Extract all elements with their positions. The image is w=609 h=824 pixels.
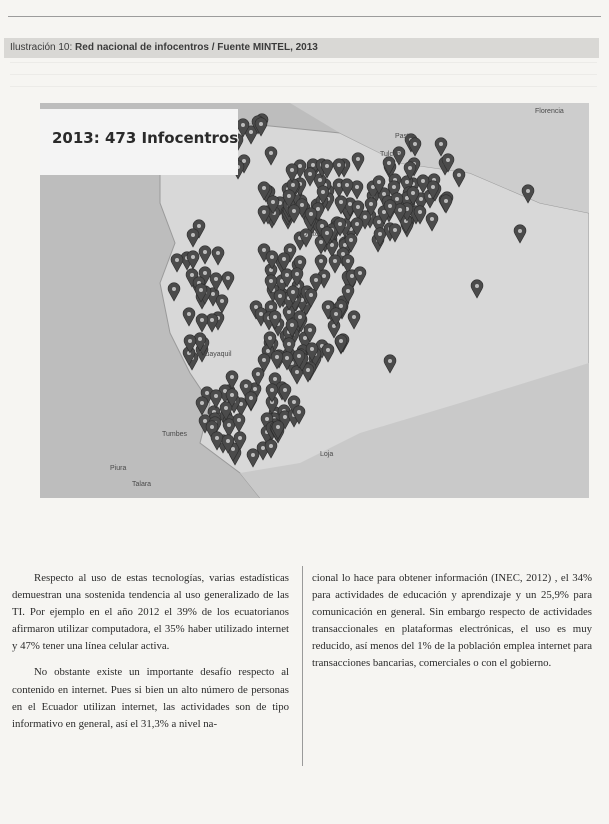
map-pin-dot — [253, 387, 257, 391]
map-pin-dot — [215, 436, 219, 440]
map-pin-dot — [388, 204, 392, 208]
map-pin-dot — [210, 425, 214, 429]
map-pin-dot — [377, 220, 381, 224]
map-pin-dot — [262, 210, 266, 214]
map-pin-dot — [363, 215, 367, 219]
map-pin-dot — [220, 299, 224, 303]
paragraph-2: No obstante existe un importante desafío respecto al contenido en internet. Pues si bien un alto número de personas en el Ecuador utilizan internet, las actividades son de tipo informativo en general, así el 31,3% a nivel na- — [12, 666, 289, 730]
map-pin-dot — [306, 368, 310, 372]
map-label-loja: Loja — [320, 451, 334, 458]
map-pin-dot — [457, 173, 461, 177]
map-pin-dot — [325, 164, 329, 168]
map-pin-dot — [199, 288, 203, 292]
map-pin-dot — [273, 377, 277, 381]
map-pin-dot — [261, 446, 265, 450]
map-pin-dot — [270, 388, 274, 392]
map-pin-dot — [300, 203, 304, 207]
map-pin-dot — [439, 142, 443, 146]
map-pin-dot — [226, 276, 230, 280]
map-pin-dot — [337, 183, 341, 187]
map-pin-dot — [203, 250, 207, 254]
map-label-pasto: Pasto — [395, 133, 413, 140]
map-pin-dot — [405, 180, 409, 184]
map-pin-dot — [431, 185, 435, 189]
map-pin-dot — [197, 224, 201, 228]
map-pin-dot — [526, 189, 530, 193]
map-pin-dot — [382, 210, 386, 214]
map-pin-dot — [273, 315, 277, 319]
map-label-tumbes: Tumbes — [162, 431, 188, 438]
map-pin-dot — [262, 358, 266, 362]
map-pin-dot — [411, 191, 415, 195]
map-pin-dot — [214, 394, 218, 398]
map-pin-dot — [430, 217, 434, 221]
map-pin-dot — [262, 248, 266, 252]
map-pin-dot — [266, 349, 270, 353]
map-pin-dot — [205, 391, 209, 395]
map-pin-dot — [352, 315, 356, 319]
map-pin-dot — [387, 161, 391, 165]
map-pin-dot — [333, 259, 337, 263]
map-pin-dot — [346, 289, 350, 293]
map-pin-dot — [230, 393, 234, 397]
map-pin-dot — [211, 292, 215, 296]
map-pin-dot — [320, 224, 324, 228]
map-pin-dot — [269, 305, 273, 309]
map-pin-dot — [321, 190, 325, 194]
map-pin-dot — [269, 444, 273, 448]
map-pin-dot — [334, 312, 338, 316]
map-pin-dot — [291, 290, 295, 294]
map-pin-dot — [309, 212, 313, 216]
map-pin-dot — [325, 231, 329, 235]
map-pin-dot — [345, 183, 349, 187]
map-pin-dot — [237, 418, 241, 422]
map-pin-dot — [339, 339, 343, 343]
map-pin-dot — [244, 384, 248, 388]
map-pin-dot — [298, 260, 302, 264]
map-pin-dot — [392, 185, 396, 189]
map-pin-dot — [346, 259, 350, 263]
map-pin-dot — [268, 336, 272, 340]
text-column-right — [312, 570, 592, 673]
map-pin-dot — [398, 208, 402, 212]
map-pin-dot — [475, 284, 479, 288]
map-pin-dot — [341, 252, 345, 256]
map-pin-dot — [230, 375, 234, 379]
map-pin-dot — [322, 274, 326, 278]
bleed-through-lines — [10, 62, 597, 102]
map-label-piura: Piura — [110, 465, 127, 472]
map-pin-dot — [287, 194, 291, 198]
map-pin-dot — [285, 273, 289, 277]
column-divider — [302, 566, 303, 766]
map-pin-dot — [348, 202, 352, 206]
map-label-tulcan: Tulcán — [380, 151, 401, 158]
map-label-guayaquil: Guayaquil — [200, 351, 232, 358]
map-pin-dot — [227, 423, 231, 427]
map-pin-dot — [276, 425, 280, 429]
map-pin-dot — [292, 400, 296, 404]
map-pin-dot — [408, 166, 412, 170]
map-pin-dot — [446, 158, 450, 162]
map-pin-dot — [256, 372, 260, 376]
map-pin-dot — [226, 439, 230, 443]
map-pin-dot — [191, 255, 195, 259]
map-pin-dot — [283, 388, 287, 392]
map-pin-dot — [231, 447, 235, 451]
map-pin-dot — [355, 222, 359, 226]
map-pin-dot — [326, 305, 330, 309]
map-pin-dot — [262, 186, 266, 190]
map-label-quito: Quito — [302, 231, 319, 238]
map-pin-dot — [288, 248, 292, 252]
map-pin-dot — [285, 356, 289, 360]
map-pin-dot — [378, 232, 382, 236]
map-pin-dot — [290, 168, 294, 172]
map-pin-dot — [318, 178, 322, 182]
map-pin-dot — [292, 209, 296, 213]
map-pin-dot — [350, 274, 354, 278]
map-pin-dot — [339, 304, 343, 308]
map-pin-dot — [413, 142, 417, 146]
map-pin-dot — [356, 157, 360, 161]
map-pin-dot — [308, 328, 312, 332]
map-pin-dot — [314, 278, 318, 282]
map-pin-dot — [265, 417, 269, 421]
map-pin-dot — [418, 210, 422, 214]
map-pin-dot — [337, 163, 341, 167]
map-pin-dot — [269, 279, 273, 283]
map-pin-dot — [339, 200, 343, 204]
map-pin-dot — [303, 336, 307, 340]
map-label-talara: Talara — [132, 481, 152, 488]
map-pin-dot — [319, 259, 323, 263]
map-pin-dot — [298, 164, 302, 168]
map-pin-dot — [419, 197, 423, 201]
map-pin-dot — [241, 123, 245, 127]
text-column-left — [12, 570, 289, 733]
figure-caption — [4, 38, 599, 58]
map-pin-dot — [297, 410, 301, 414]
map-pin-dot — [297, 354, 301, 358]
map-pin-dot — [259, 312, 263, 316]
map-pin-dot — [308, 172, 312, 176]
map-pin-dot — [290, 323, 294, 327]
paragraph-1: Respecto al uso de estas tecnologías, varias estadísticas demuestran una sostenida tendencia al uso generalizado de las TI. Por ejemplo en el año 2012 el 39% de los ecuatorianos afirmaron utilizar computadora, el 35% haber utilizado internet y 47% tener una línea celular activa. — [12, 572, 289, 653]
map-pin-dot — [282, 257, 286, 261]
map-pin-dot — [224, 406, 228, 410]
map-pin-dot — [326, 348, 330, 352]
header-rule — [8, 16, 601, 17]
map-pin-dot — [518, 229, 522, 233]
map-pin-dot — [382, 192, 386, 196]
map-label-florencia: Florencia — [535, 108, 564, 115]
map-pin-dot — [355, 185, 359, 189]
map-pin-dot — [210, 318, 214, 322]
map-title: 2013: 473 Infocentros — [40, 109, 238, 175]
map-pin-dot — [216, 251, 220, 255]
map-pin-dot — [311, 163, 315, 167]
map-pin-dot — [421, 179, 425, 183]
map-pin-dot — [295, 272, 299, 276]
map-pin-dot — [254, 305, 258, 309]
map-pin-dot — [309, 293, 313, 297]
map-pin-dot — [319, 240, 323, 244]
map-pin-dot — [295, 370, 299, 374]
map-pin-dot — [275, 355, 279, 359]
map-pin-dot — [388, 359, 392, 363]
map-pin-dot — [283, 415, 287, 419]
map-pin-dot — [259, 122, 263, 126]
map-pin-dot — [249, 396, 253, 400]
map-pin-dot — [203, 419, 207, 423]
map-pin-dot — [369, 202, 373, 206]
map-pin-dot — [298, 315, 302, 319]
map-pin-dot — [188, 339, 192, 343]
paragraph-3: cional lo hace para obtener información (INEC, 2012) , el 34% para actividades de educación y aprendizaje y un 25,9% para comunicación en general. Sin embargo respecto de actividades transaccionales en plataformas electrónicas, el uso es muy reducido, así menos del 1% de la población emplea internet para transacciones bancarias, comerciales o con el gobierno. — [312, 572, 592, 670]
map-pin-dot — [214, 277, 218, 281]
map-pin-dot — [444, 199, 448, 203]
caption-title: Red nacional de infocentros / Fuente MINTEL, 2013 — [75, 42, 318, 53]
map-pin-dot — [251, 453, 255, 457]
map-pin-dot — [175, 258, 179, 262]
map-pin-dot — [200, 318, 204, 322]
map-pin-dot — [310, 347, 314, 351]
map-pin-dot — [203, 271, 207, 275]
map-pin-dot — [191, 233, 195, 237]
map-pin-dot — [291, 183, 295, 187]
map-pin-dot — [249, 130, 253, 134]
map-pin-dot — [338, 222, 342, 226]
map-pin-dot — [287, 342, 291, 346]
map-pin-dot — [349, 238, 353, 242]
map-pin-dot — [198, 337, 202, 341]
map-pin-dot — [190, 273, 194, 277]
map-pin-dot — [393, 228, 397, 232]
caption-prefix: Ilustración 10: — [10, 42, 73, 53]
map-pin-dot — [377, 180, 381, 184]
map-pin-dot — [187, 312, 191, 316]
map-pin-dot — [330, 243, 334, 247]
map-pin-dot — [316, 207, 320, 211]
map-pin-dot — [278, 294, 282, 298]
infocentros-map — [40, 103, 589, 498]
map-pin-dot — [358, 271, 362, 275]
map-pin-dot — [238, 436, 242, 440]
map-pin-dot — [356, 205, 360, 209]
map-pin-dot — [271, 200, 275, 204]
map-pin-dot — [270, 255, 274, 259]
map-pin-dot — [172, 287, 176, 291]
map-pin-dot — [200, 401, 204, 405]
map-pin-dot — [269, 151, 273, 155]
map-pin-dot — [395, 197, 399, 201]
